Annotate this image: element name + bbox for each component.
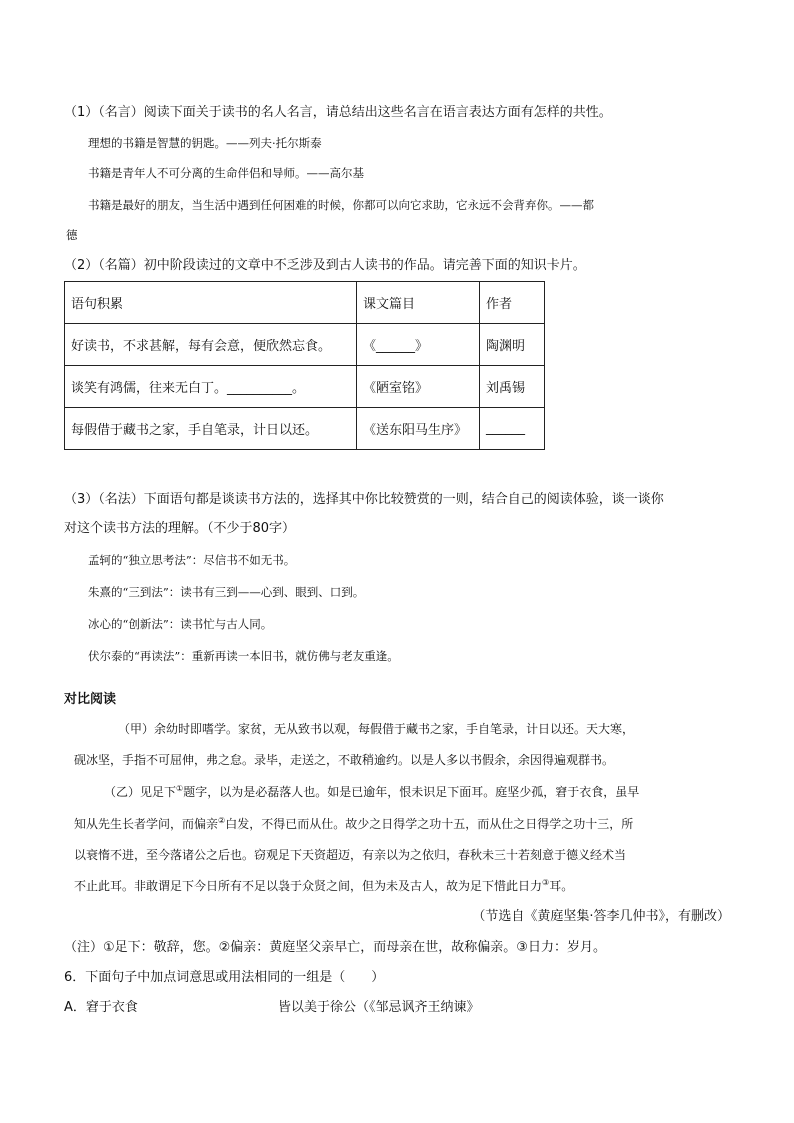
q6-prompt: 6．下面句子中加点词意思或用法相同的一组是（ ） [64,970,385,985]
passage-jia-line-2: 砚冰坚，手指不可屈伸，弗之怠。录毕，走送之，不敢稍逾约。以是人多以书假余，余因得遍观群书。 [74,753,615,767]
passage-yi-line-1: （乙）见足下①题字，以为是必磊落人也。如是已逾年，恨未识足下面耳。庭坚少孤，窘于衣食，虽早 [104,784,640,799]
q1-quote-3: 书籍是最好的朋友，当生活中遇到任何困难的时候，你都可以向它求助，它永远不会背弃你。——都 [88,198,594,212]
table-header-row [65,282,545,324]
table-cell: 谈笑有鸿儒，往来无白丁。__________。 [65,366,357,408]
table-row [65,324,545,366]
table-cell: 《陋室铭》 [357,366,480,408]
q3-item-2: 朱熹的“三到法”：读书有三到——心到、眼到、口到。 [88,585,365,599]
table-cell: 《______》 [357,324,480,366]
q6-option-a-label: A．窘于衣食 [64,1000,138,1015]
q1-quote-2: 书籍是青年人不可分离的生命伴侣和导师。——高尔基 [88,166,364,180]
table-header-cell: 课文篇目 [357,282,480,324]
table-cell: 每假借于藏书之家，手自笔录，计日以还。 [65,408,357,450]
passage-source: （节选自《黄庭坚集·答李几仲书》，有删改） [472,909,730,924]
table-row [65,366,545,408]
q3-item-3: 冰心的“创新法”：读书忙与古人同。 [88,617,273,631]
table-row [65,408,545,450]
footnote-marker-2: ② [218,816,226,825]
q2-prompt: （2）（名篇）初中阶段读过的文章中不乏涉及到古人读书的作品。请完善下面的知识卡片。 [64,258,586,273]
table-cell: 《送东阳马生序》 [357,408,480,450]
q6-option-a-pair: 皆以美于徐公（《邹忌讽齐王纳谏》 [278,1000,480,1015]
passage-jia-line-1: （甲）余幼时即嗜学。家贫，无从致书以观，每假借于藏书之家，手自笔录，计日以还。天大寒， [118,722,635,736]
table-cell: ______ [480,408,545,450]
q3-prompt-line-2: 对这个读书方法的理解。（不少于80字） [64,521,296,536]
q1-quote-3-wrap: 德 [66,228,78,242]
table-header-cell: 作者 [480,282,545,324]
table-cell: 刘禹锡 [480,366,545,408]
footnote-marker-1: ① [176,784,184,793]
table-cell: 陶渊明 [480,324,545,366]
knowledge-card-table [64,281,545,450]
passage-yi-line-3: 以衰惰不进，至今落诸公之后也。窃观足下天资超迈，有亲以为之依归，春秋未三十若刻意于德义经术当 [74,848,627,862]
footnote-marker-3: ③ [542,878,550,887]
table-header-cell: 语句积累 [65,282,357,324]
q3-prompt-line-1: （3）（名法）下面语句都是谈读书方法的，选择其中你比较赞赏的一则，结合自己的阅读体验，谈一谈你 [64,492,664,507]
passage-yi-line-4: 不止此耳。非敢谓足下今日所有不足以袅于众贤之间，但为未及古人，故为足下惜此日力③耳。 [74,878,574,893]
passage-yi-line-2: 知从先生长者学问，而偏亲②白发，不得已而从仕。故少之日得学之功十五，而从仕之日得学之功十三，所 [74,816,634,831]
q1-quote-1: 理想的书籍是智慧的钥匙。——列夫·托尔斯泰 [88,136,322,150]
passage-notes: （注）①足下：敬辞，您。②偏亲：黄庭坚父亲早亡，而母亲在世，故称偏亲。③日力：岁月。 [64,940,606,955]
q1-prompt: （1）（名言）阅读下面关于读书的名人名言，请总结出这些名言在语言表达方面有怎样的共性。 [64,105,612,120]
table-cell: 好读书，不求甚解，每有会意，便欣然忘食。 [65,324,357,366]
q3-item-4: 伏尔泰的“再读法”：重新再读一本旧书，就仿佛与老友重逢。 [88,649,399,663]
section-title-comparative-reading: 对比阅读 [64,692,117,707]
q3-item-1: 孟轲的“独立思考法”：尽信书不如无书。 [88,553,296,567]
